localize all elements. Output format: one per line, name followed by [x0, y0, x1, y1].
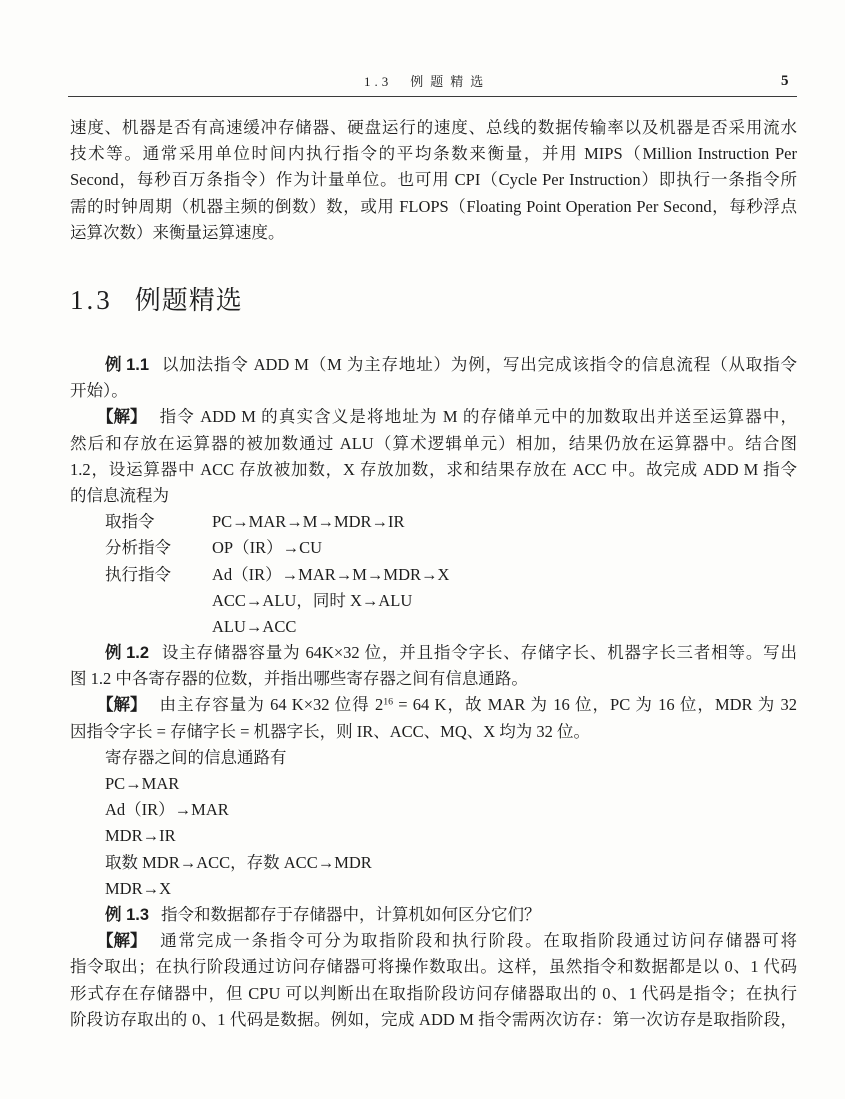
answer-text: = 64 K，故 MAR 为 16 位，PC 为 16 位，MDR 为 32 [398, 695, 797, 715]
section-title: 例题精选 [134, 286, 243, 315]
worked-examples [70, 352, 797, 1033]
register-path: 取数 MDR→ACC，存数 ACC→MDR [105, 852, 372, 872]
paragraph-line: 需的时钟周期（机器主频的倒数）数，或用 FLOPS（Floating Point Operation Per Second，每秒浮点 [70, 196, 797, 216]
flow-row [70, 562, 797, 588]
example-answer-line: 寄存器之间的信息通路有 [105, 747, 287, 767]
answer-text: 由主存容量为 64 K×32 位得 2 [158, 695, 384, 715]
flow-stage-label: 取指令 [105, 512, 155, 532]
example-answer-line [70, 404, 797, 430]
example-question-line [70, 902, 797, 928]
example-label: 例 1.1 [105, 356, 150, 374]
example-answer-line: 的信息流程为 [70, 485, 169, 505]
example-question-line: 开始）。 [70, 381, 128, 401]
example-answer-line: 形式存在存储器中，但 CPU 可以判断出在取指阶段访问存储器取出的 0、1 代码是指令；在执行 [70, 983, 797, 1003]
exponent: 16 [383, 697, 394, 708]
flow-stage-label: 分析指令 [105, 538, 171, 558]
example-answer-line: 1.2，设运算器中 ACC 存放被加数，X 存放加数，求和结果存放在 ACC 中。故完成 ADD M 指令 [70, 459, 797, 479]
example-answer-line: 阶段访存取出的 0、1 代码是数据。例如，完成 ADD M 指令需两次访存：第一次访存是取指阶段， [70, 1009, 797, 1029]
paragraph-line: 技术等。通常采用单位时间内执行指令的平均条数来衡量，并用 MIPS（Million Instruction Per [70, 144, 797, 164]
answer-text: 通常完成一条指令可分为取指阶段和执行阶段。在取指阶段通过访问存储器可将 [158, 931, 797, 951]
page-number: 5 [781, 73, 789, 89]
running-header-section-title: 例题精选 [410, 74, 491, 89]
running-header-section-number: 1.3 [364, 74, 393, 89]
question-text: 设主存储器容量为 64K×32 位，并且指令字长、存储字长、机器字长三者相等。写出 [161, 643, 797, 663]
example-question-line [70, 640, 797, 666]
example-answer-line [70, 692, 797, 718]
question-text: 指令和数据都存于存储器中，计算机如何区分它们？ [161, 904, 541, 924]
example-question-line [70, 352, 797, 378]
paragraph-line: Second，每秒百万条指令）作为计量单位。也可用 CPI（Cycle Per Instruction）即执行一条指令所 [70, 170, 797, 190]
question-text: 以加法指令 ADD M（M 为主存地址）为例，写出完成该指令的信息流程（从取指令 [161, 355, 797, 374]
paragraph-line: 速度、机器是否有高速缓冲存储器、硬盘运行的速度、总线的数据传输率以及机器是否采用流水 [70, 118, 797, 137]
flow-step: Ad（IR）→MAR→M→MDR→X [212, 564, 450, 584]
flow-stage-label: 执行指令 [105, 564, 171, 584]
header-rule [68, 96, 797, 97]
register-path: MDR→IR [105, 826, 176, 846]
flow-step: ACC→ALU，同时 X→ALU [212, 590, 413, 610]
example-answer-line: 因指令字长 = 存储字长 = 机器字长，则 IR、ACC、MQ、X 均为 32 位。 [70, 721, 591, 741]
example-answer-line: 然后和存放在运算器的被加数通过 ALU（算术逻辑单元）相加，结果仍放在运算器中。结合图 [70, 433, 797, 453]
flow-step: OP（IR）→CU [212, 538, 323, 558]
example-answer-line [70, 928, 797, 954]
flow-step: ALU→ACC [212, 616, 297, 636]
intro-paragraph [70, 115, 797, 246]
register-path: Ad（IR）→MAR [105, 800, 229, 820]
answer-label: 【解】 [97, 696, 147, 715]
answer-label: 【解】 [97, 408, 147, 427]
answer-text: 指令 ADD M 的真实含义是将地址为 M 的存储单元中的加数取出并送至运算器中， [158, 407, 797, 427]
flow-row [70, 535, 797, 561]
paragraph-line: 运算次数）来衡量运算速度。 [70, 222, 285, 242]
flow-row [70, 509, 797, 535]
answer-label: 【解】 [97, 932, 147, 951]
example-question-line: 图 1.2 中各寄存器的位数，并指出哪些寄存器之间有信息通路。 [70, 669, 528, 689]
example-label: 例 1.2 [105, 644, 150, 663]
example-label: 例 1.3 [105, 905, 150, 924]
flow-step: PC→MAR→M→MDR→IR [212, 512, 405, 532]
section-number: 1.3 [70, 285, 113, 315]
example-answer-line: 指令取出；在执行阶段通过访问存储器可将操作数取出。这样，虽然指令和数据都是以 0、1 代码 [70, 957, 797, 977]
register-path: PC→MAR [105, 774, 180, 793]
running-header [364, 73, 490, 91]
register-path: MDR→X [105, 878, 172, 898]
section-heading [70, 280, 243, 320]
